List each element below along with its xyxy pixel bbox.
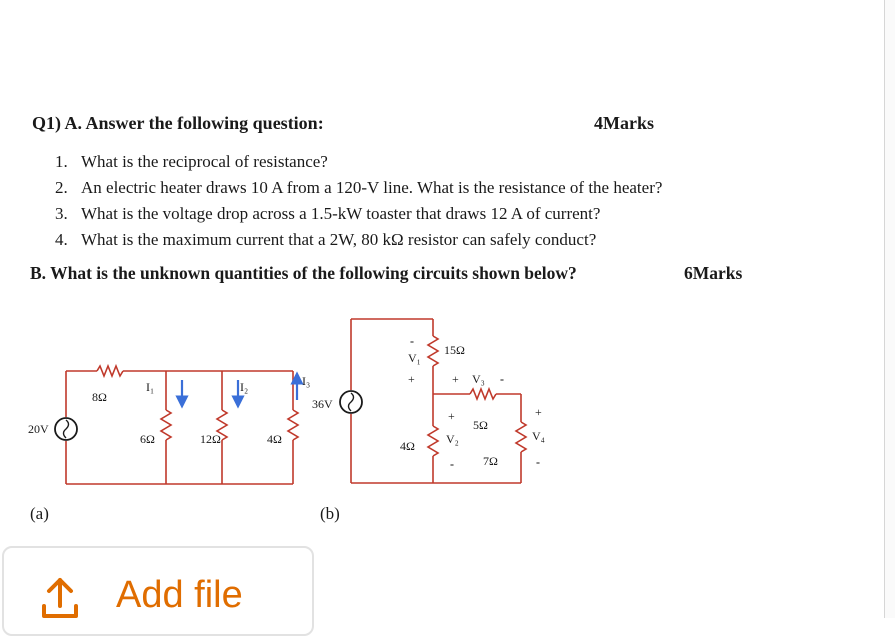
resistor-label-5: 5Ω [473,418,488,432]
marks-part-b: 6Marks [684,263,743,283]
resistor-label-12: 12Ω [200,432,221,446]
voltage-label-v4: V₄ [532,429,545,443]
question-item: 3. What is the voltage drop across a 1.5-kW toaster that draws 12 A of current? [55,204,601,223]
v1-minus: - [410,334,414,348]
resistor-label-4b: 4Ω [400,439,415,453]
upload-icon [40,576,80,620]
question-item: 1. What is the reciprocal of resistance? [55,152,328,171]
v3-plus: + [452,372,459,386]
current-label-i2: I₂ [240,380,249,394]
resistor-label-8: 8Ω [92,390,107,404]
resistor-label-4: 4Ω [267,432,282,446]
part-b-title: B. What is the unknown quantities of the following circuits shown below? [30,263,577,283]
v1-plus: + [408,372,415,386]
source-label-a: 20V [28,422,49,436]
voltage-label-v2: V₂ [446,432,459,446]
v4-plus: + [535,405,542,419]
question-item: 4. What is the maximum current that a 2W, 80 kΩ resistor can safely conduct? [55,230,597,249]
v3-minus: - [500,372,504,386]
source-label-b: 36V [312,397,333,411]
add-file-label: Add file [116,574,243,616]
current-label-i1: I₁ [146,380,155,394]
voltage-source-b [340,391,362,413]
v4-minus: - [536,455,540,469]
add-file-button[interactable] [2,546,314,636]
caption-a: (a) [30,504,49,523]
caption-b: (b) [320,504,340,523]
voltage-label-v1: V₁ [408,351,421,365]
question-item: 2. An electric heater draws 10 A from a 120-V line. What is the resistance of the heater? [55,178,663,197]
marks-part-a: 4Marks [594,113,654,133]
resistor-label-6: 6Ω [140,432,155,446]
resistor-label-7: 7Ω [483,454,498,468]
question-title: Q1) A. Answer the following question: [32,113,324,133]
voltage-source-a [55,418,77,440]
voltage-label-v3: V₃ [472,372,485,386]
resistor-label-15: 15Ω [444,343,465,357]
circuit-b [351,319,526,483]
v2-plus: + [448,409,455,423]
current-label-i3: I₃ [302,374,311,388]
v2-minus: - [450,457,454,471]
